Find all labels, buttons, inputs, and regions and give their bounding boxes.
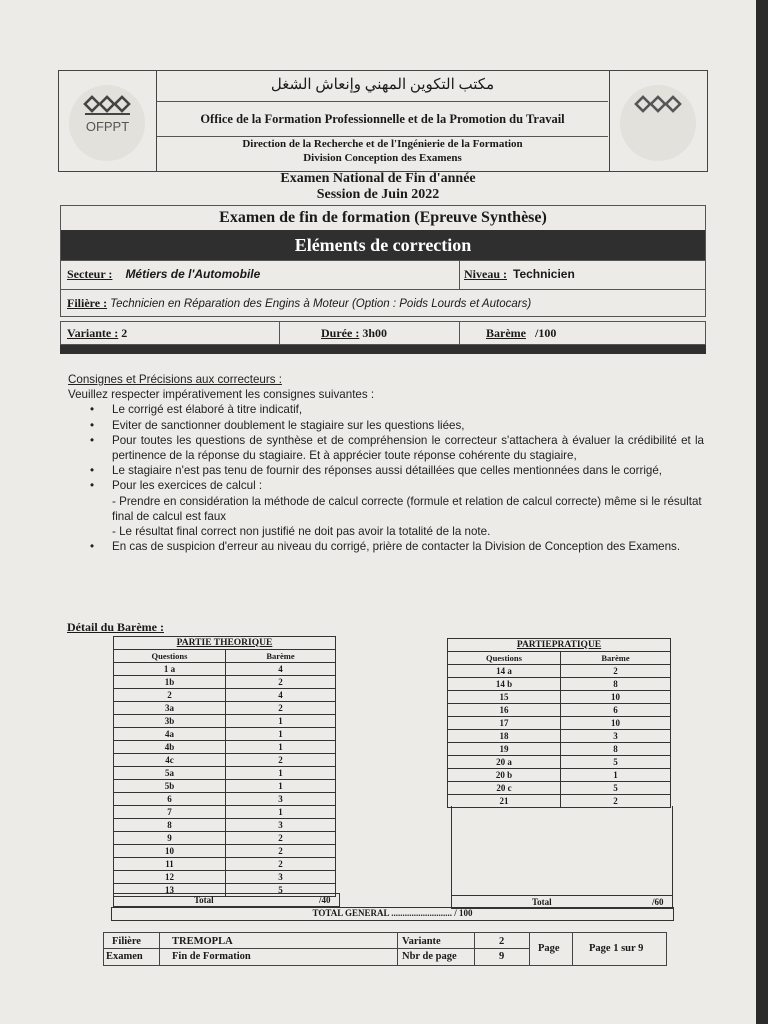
consignes-intro: Veuillez respecter impérativement les consignes suivantes :	[68, 388, 375, 402]
col-bareme: Barème	[226, 650, 336, 663]
bareme-cell: 1	[226, 728, 336, 741]
table-row	[448, 769, 671, 782]
question-cell: 15	[448, 691, 561, 704]
bareme-cell: 5	[561, 782, 671, 795]
question-cell: 5a	[114, 767, 226, 780]
question-cell: 9	[114, 832, 226, 845]
table-row	[114, 676, 336, 689]
table-row	[114, 663, 336, 676]
bareme-cell: 4	[226, 689, 336, 702]
table-row	[114, 728, 336, 741]
bareme-label: Barème	[486, 326, 526, 340]
table-row	[448, 691, 671, 704]
question-cell: 1 a	[114, 663, 226, 676]
bareme-cell: 1	[226, 806, 336, 819]
duree-cell	[321, 326, 387, 341]
filiere-value: Technicien en Réparation des Engins à Moteur (Option : Poids Lourds et Autocars)	[110, 298, 532, 310]
variante-value: 2	[121, 326, 128, 340]
total-general-row	[111, 907, 674, 921]
bareme-cell: 4	[226, 663, 336, 676]
secteur-row	[61, 260, 705, 289]
duree-value: 3h00	[362, 326, 388, 340]
bareme-cell: 10	[561, 691, 671, 704]
table-row	[114, 858, 336, 871]
practical-title: PARTIEPRATIQUE	[448, 639, 671, 652]
bareme-cell: 2	[226, 832, 336, 845]
consignes-title: Consignes et Précisions aux correcteurs :	[68, 373, 282, 386]
table-row	[114, 702, 336, 715]
theory-total-row	[113, 893, 340, 907]
bareme-cell: 10	[561, 717, 671, 730]
bareme-cell: 2	[561, 795, 671, 808]
footer-nbpage-label: Nbr de page	[402, 951, 457, 962]
exam-info-table	[60, 205, 706, 317]
header-titles	[157, 71, 608, 171]
question-cell: 4a	[114, 728, 226, 741]
table-row	[448, 704, 671, 717]
header-box	[58, 70, 708, 172]
question-cell: 16	[448, 704, 561, 717]
question-cell: 20 c	[448, 782, 561, 795]
question-cell: 11	[114, 858, 226, 871]
consignes-section	[68, 372, 704, 554]
seal-symbol-icon	[610, 93, 707, 133]
question-cell: 13	[114, 884, 226, 897]
table-row	[114, 689, 336, 702]
logo-text: OFPPT	[85, 119, 130, 134]
bareme-cell: 3	[226, 793, 336, 806]
question-cell: 19	[448, 743, 561, 756]
table-row	[448, 756, 671, 769]
list-item: • Eviter de sanctionner doublement le stagiaire sur les questions liées,	[90, 418, 465, 432]
question-cell: 14 b	[448, 678, 561, 691]
direction-block	[157, 137, 608, 165]
footer-nbpage-value: 9	[499, 951, 505, 962]
ofppt-logo	[59, 71, 157, 171]
question-cell: 18	[448, 730, 561, 743]
theory-table	[113, 636, 336, 897]
footer-table	[103, 932, 667, 966]
office-name: Office de la Formation Professionnelle et de la Promotion du Travail	[157, 101, 608, 137]
total-general-value: / 100	[454, 908, 473, 918]
bareme-cell: 8	[561, 743, 671, 756]
arabic-title: مكتب التكوين المهني وإنعاش الشغل	[270, 77, 495, 93]
bareme-cell: 1	[226, 767, 336, 780]
bareme-cell: 5	[226, 884, 336, 897]
bareme-cell: 2	[561, 665, 671, 678]
practical-blank-area	[451, 806, 673, 895]
question-cell: 4c	[114, 754, 226, 767]
question-cell: 12	[114, 871, 226, 884]
question-cell: 20 a	[448, 756, 561, 769]
exam-session: Session de Juin 2022	[316, 187, 440, 202]
question-cell: 20 b	[448, 769, 561, 782]
question-cell: 7	[114, 806, 226, 819]
col-questions: Questions	[114, 650, 226, 663]
filiere-row	[61, 289, 705, 316]
secteur-value: Métiers de l'Automobile	[125, 267, 261, 281]
bareme-cell: 3	[226, 819, 336, 832]
calc-subitem: - Prendre en considération la méthode de calcul correcte (formule et relation de calcul correcte) même si le résultat final de calcul est faux	[112, 494, 702, 523]
list-item: • Le corrigé est élaboré à titre indicatif,	[90, 403, 303, 417]
ofppt-seal	[609, 71, 707, 171]
theory-title: PARTIE THEORIQUE	[114, 637, 336, 650]
bareme-cell: 1	[226, 780, 336, 793]
niveau-cell	[464, 267, 575, 282]
exam-type: Examen de fin de formation (Epreuve Synthèse)	[219, 209, 547, 226]
niveau-value: Technicien	[513, 267, 575, 281]
question-cell: 21	[448, 795, 561, 808]
division-name: Division Conception des Examens	[303, 152, 462, 164]
table-row	[448, 717, 671, 730]
question-cell: 10	[114, 845, 226, 858]
bareme-cell: 6	[561, 704, 671, 717]
bareme-cell: 5	[561, 756, 671, 769]
theory-total-label: Total	[194, 895, 214, 905]
doc-title: Eléments de correction	[61, 230, 705, 260]
question-cell: 4b	[114, 741, 226, 754]
table-row	[114, 819, 336, 832]
bareme-cell: 2	[226, 845, 336, 858]
table-row	[114, 715, 336, 728]
table-row	[114, 832, 336, 845]
footer-examen-value: Fin de Formation	[172, 951, 251, 962]
table-row	[114, 741, 336, 754]
list-item: • Le stagiaire n'est pas tenu de fournir des réponses aussi détaillées que celles mentionnées dans le corrigé,	[90, 464, 663, 478]
niveau-label: Niveau :	[464, 267, 507, 281]
practical-total-value: /60	[652, 897, 664, 907]
variante-label: Variante :	[67, 326, 119, 340]
question-cell: 2	[114, 689, 226, 702]
footer-page-value: Page 1 sur 9	[589, 943, 644, 954]
question-cell: 8	[114, 819, 226, 832]
bareme-cell: 8	[561, 678, 671, 691]
question-cell: 3b	[114, 715, 226, 728]
bareme-cell: 3	[561, 730, 671, 743]
direction-name: Direction de la Recherche et de l'Ingénierie de la Formation	[242, 138, 523, 150]
bareme-cell: 2	[226, 702, 336, 715]
table-row	[114, 793, 336, 806]
col-bareme: Barème	[561, 652, 671, 665]
consignes-list	[68, 402, 704, 554]
table-row	[448, 782, 671, 795]
secteur-cell	[67, 267, 260, 282]
bareme-value: /100	[534, 326, 557, 340]
bareme-cell: 1	[226, 741, 336, 754]
variante-cell	[67, 326, 127, 341]
bareme-title: Détail du Barème :	[67, 620, 164, 634]
table-row	[114, 780, 336, 793]
table-row	[448, 743, 671, 756]
practical-table	[447, 638, 671, 808]
bareme-cell: 2	[226, 858, 336, 871]
exam-national-title: Examen National de Fin d'année	[280, 171, 476, 186]
variante-row	[60, 321, 706, 345]
table-row	[448, 665, 671, 678]
table-row	[448, 678, 671, 691]
filiere-label: Filière :	[67, 296, 108, 310]
bareme-cell: 2	[226, 754, 336, 767]
question-cell: 17	[448, 717, 561, 730]
table-row	[114, 806, 336, 819]
duree-label: Durée :	[321, 326, 360, 340]
table-row	[448, 730, 671, 743]
list-item: • En cas de suspicion d'erreur au niveau du corrigé, prière de contacter la Division de Conception des Examens.	[90, 540, 681, 554]
bareme-cell: 1	[561, 769, 671, 782]
calc-subitem: - Le résultat final correct non justifié ne doit pas avoir la totalité de la note.	[112, 525, 491, 539]
footer-filiere-label: Filière	[112, 936, 141, 947]
practical-total-label: Total	[532, 897, 552, 907]
question-cell: 3a	[114, 702, 226, 715]
question-cell: 6	[114, 793, 226, 806]
table-row	[114, 767, 336, 780]
table-row	[114, 845, 336, 858]
question-cell: 1b	[114, 676, 226, 689]
footer-examen-label: Examen	[106, 951, 143, 962]
bareme-cell: 2	[226, 676, 336, 689]
table-row	[114, 871, 336, 884]
question-cell: 14 a	[448, 665, 561, 678]
table-row	[114, 754, 336, 767]
total-general-label: TOTAL GENERAL ...........................	[312, 908, 452, 918]
list-item: • Pour les exercices de calcul : - Prendre en considération la méthode de calcul correcte (formule et relation de calcul correcte) même si le résultat final de calcul est faux - Le résultat final correct non justifié ne doit pas avoir la totalité de la note.	[68, 478, 704, 539]
footer-page-label: Page	[538, 943, 560, 954]
dark-divider	[60, 345, 706, 354]
footer-variante-value: 2	[499, 936, 505, 947]
question-cell: 5b	[114, 780, 226, 793]
bareme-cell	[486, 326, 556, 341]
footer-variante-label: Variante	[402, 936, 441, 947]
list-item: • Pour toutes les questions de synthèse et de compréhension le correcteur s'attachera à évaluer la crédibilité et la pertinence de la réponse du stagiaire. Et à apprécier toute réponse cohérente du stagiaire,	[90, 433, 704, 463]
theory-total-value: /40	[319, 895, 331, 905]
footer-filiere-value: TREMOPLA	[172, 936, 233, 947]
secteur-label: Secteur :	[67, 267, 113, 281]
bareme-cell: 1	[226, 715, 336, 728]
bareme-cell: 3	[226, 871, 336, 884]
col-questions: Questions	[448, 652, 561, 665]
